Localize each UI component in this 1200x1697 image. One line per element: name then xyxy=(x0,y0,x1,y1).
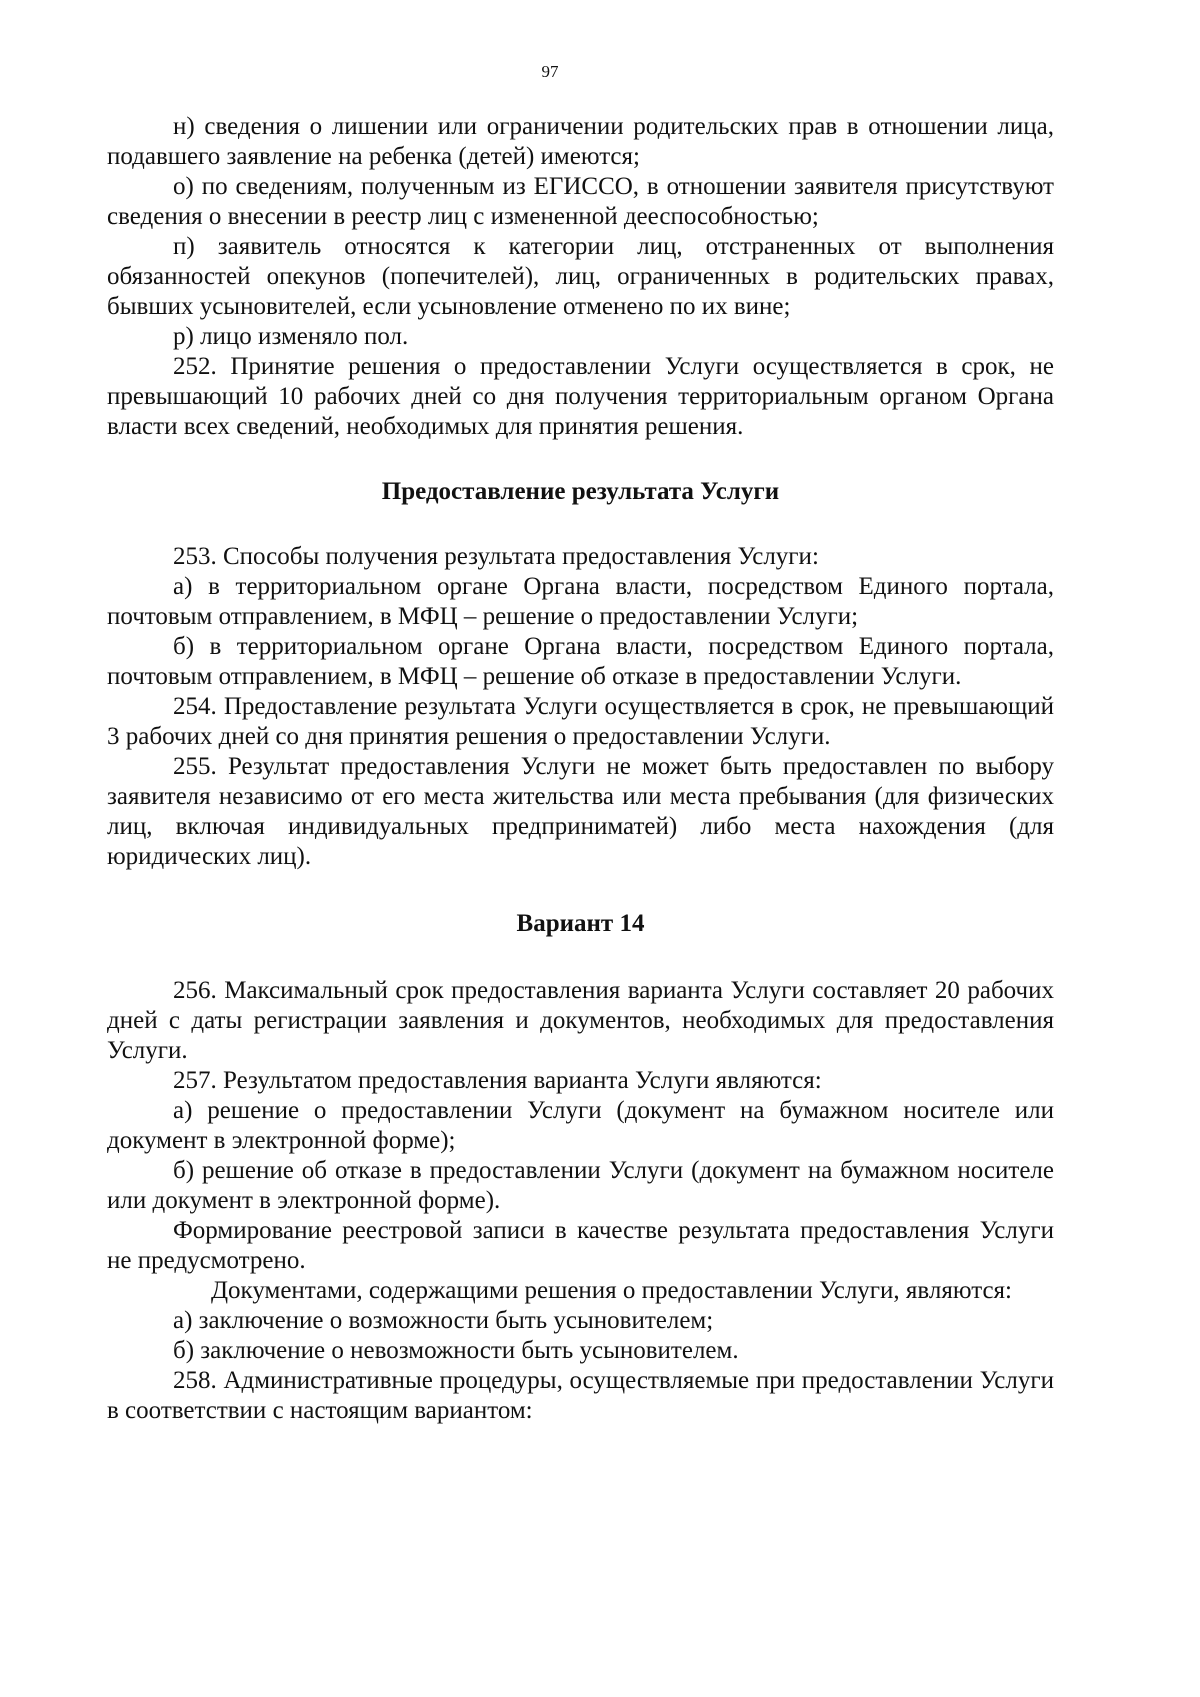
paragraph-o: о) по сведениям, полученным из ЕГИССО, в отношении заявителя присутствуют сведения о внесении в реестр лиц с измененной дееспособностью; xyxy=(107,173,1054,230)
paragraph-252: 252. Принятие решения о предоставлении Услуги осуществляется в срок, не превышающий 10 рабочих дней со дня получения территориальным органом Органа власти всех сведений, необходимых для принятия решения. xyxy=(107,353,1054,440)
paragraph-decision-b: б) заключение о невозможности быть усыновителем. xyxy=(173,1337,739,1364)
paragraph-257: 257. Результатом предоставления варианта Услуги являются: xyxy=(173,1067,822,1094)
paragraph-254: 254. Предоставление результата Услуги осуществляется в срок, не превышающий 3 рабочих дней со дня принятия решения о предоставлении Услуги. xyxy=(107,693,1054,750)
paragraph-255: 255. Результат предоставления Услуги не может быть предоставлен по выбору заявителя независимо от его места жительства или места пребывания (для физических лиц, включая индивидуальных предприниматей) либо места нахождения (для юридических лиц). xyxy=(107,753,1054,870)
section-heading-variant-14: Вариант 14 xyxy=(516,910,645,937)
paragraph-r: р) лицо изменяло пол. xyxy=(173,323,409,350)
paragraph-n: н) сведения о лишении или ограничении родительских прав в отношении лица, подавшего заявление на ребенка (детей) имеются; xyxy=(107,113,1054,170)
document-body xyxy=(107,112,1054,1426)
paragraph-p: п) заявитель относятся к категории лиц, отстраненных от выполнения обязанностей опекунов (попечителей), лиц, ограниченных в родительских правах, бывших усыновителей, если усыновление отменено по их вине; xyxy=(107,233,1054,320)
paragraph-257-a: а) решение о предоставлении Услуги (документ на бумажном носителе или документ в электронной форме); xyxy=(107,1097,1054,1154)
paragraph-registry-record: Формирование реестровой записи в качестве результата предоставления Услуги не предусмотрено. xyxy=(107,1217,1054,1274)
paragraph-253-b: б) в территориальном органе Органа власти, посредством Единого портала, почтовым отправлением, в МФЦ – решение об отказе в предоставлении Услуги. xyxy=(107,633,1054,690)
paragraph-258: 258. Административные процедуры, осуществляемые при предоставлении Услуги в соответствии с настоящим вариантом: xyxy=(107,1367,1054,1424)
paragraph-256: 256. Максимальный срок предоставления варианта Услуги составляет 20 рабочих дней с даты регистрации заявления и документов, необходимых для предоставления Услуги. xyxy=(107,977,1054,1064)
paragraph-decision-documents: Документами, содержащими решения о предоставлении Услуги, являются: xyxy=(211,1277,1012,1304)
page-number: 97 xyxy=(541,62,559,81)
paragraph-253-a: а) в территориальном органе Органа власти, посредством Единого портала, почтовым отправлением, в МФЦ – решение о предоставлении Услуги; xyxy=(107,573,1054,630)
paragraph-257-b: б) решение об отказе в предоставлении Услуги (документ на бумажном носителе или документ в электронной форме). xyxy=(107,1157,1054,1214)
paragraph-decision-a: а) заключение о возможности быть усыновителем; xyxy=(173,1307,714,1334)
section-heading-result: Предоставление результата Услуги xyxy=(381,478,780,505)
paragraph-253: 253. Способы получения результата предоставления Услуги: xyxy=(173,543,819,570)
